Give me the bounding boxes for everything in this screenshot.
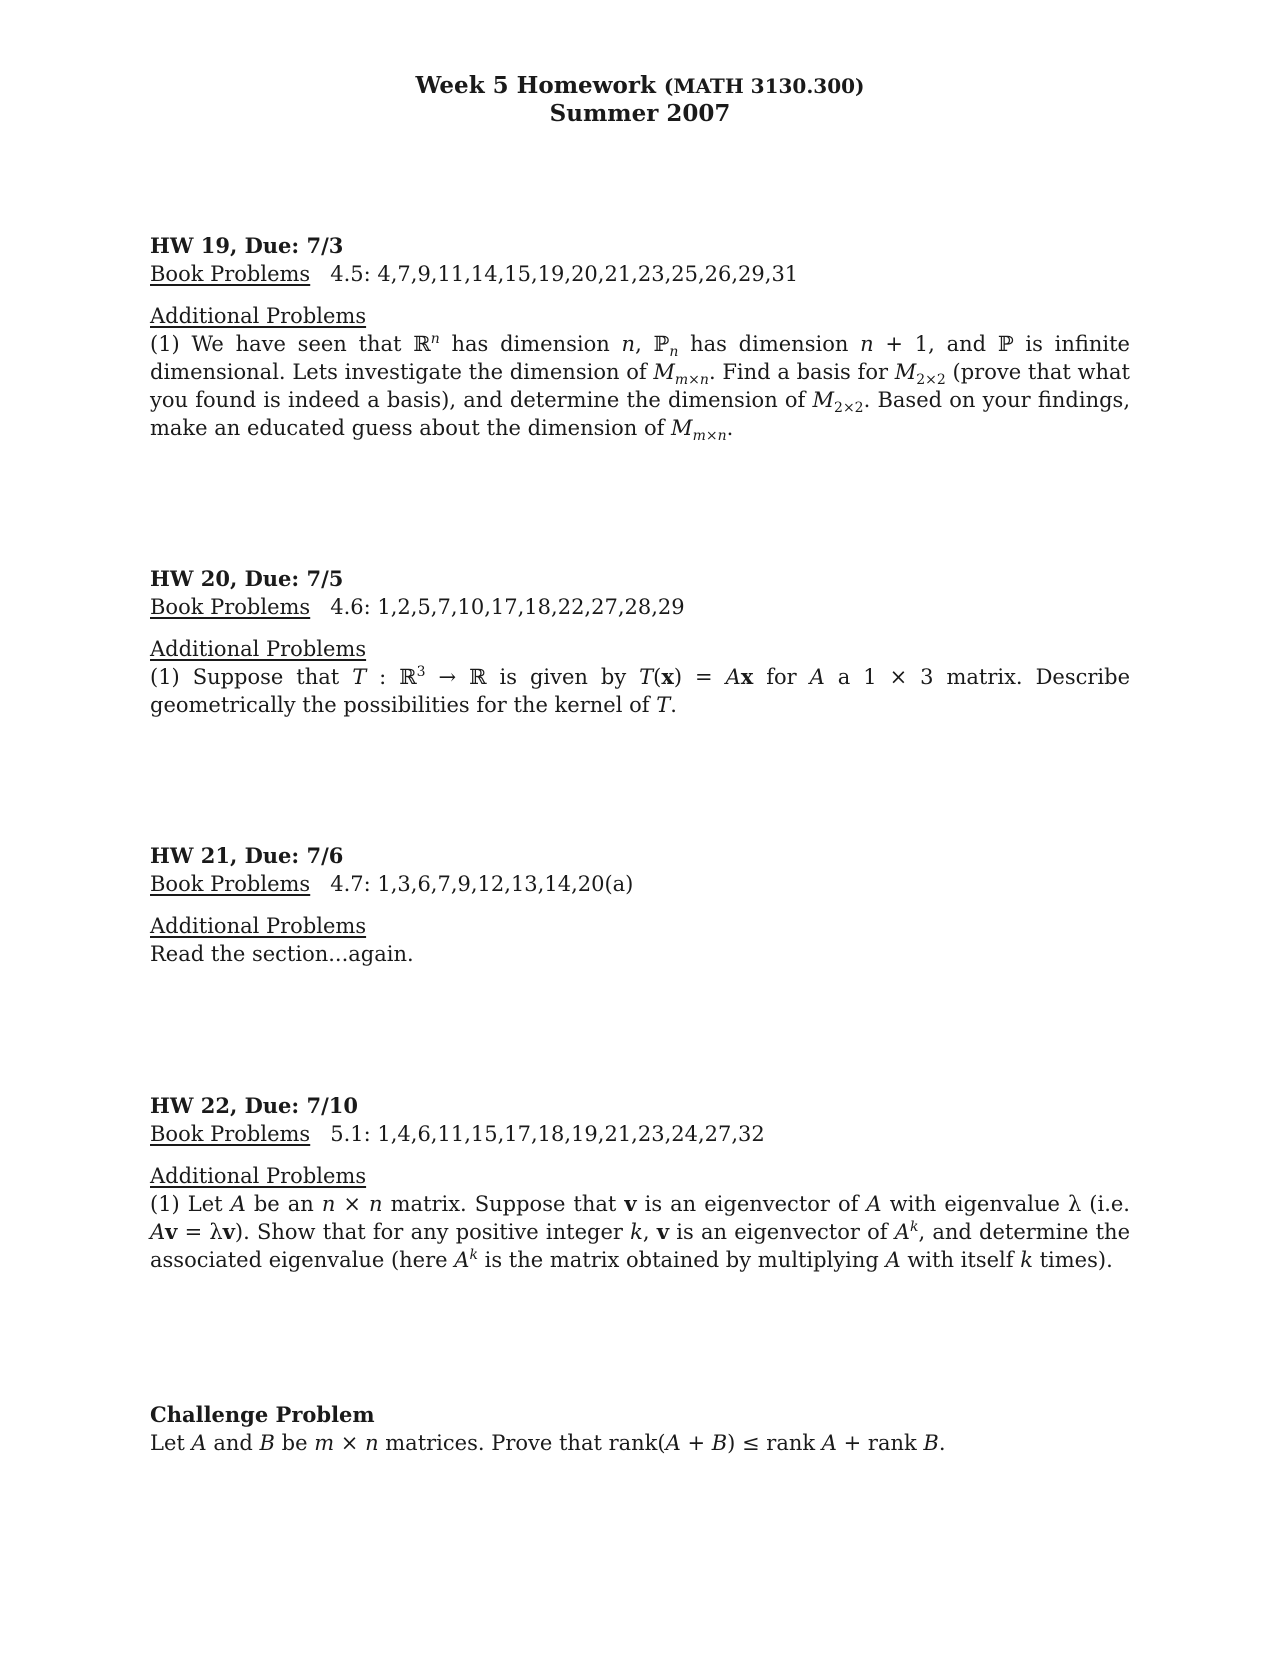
book-problems-label: Book Problems (150, 595, 311, 619)
hw19-additional-text: (1) We have seen that ℝ$^n$ has dimension n, ℙ$_n$ has dimension n + 1, and ℙ is infinite dimensional. Lets investigate the dimension of $M_{m\times n}$. Find a basis for $M_{2\times 2}$ (prove that what you found is indeed a basis), and determine the dimension of $M_{2\times 2}$. Based on your findings, make an educated guess about the dimension of $M_{m\times n}$. (150, 331, 1130, 445)
document-header (0, 72, 1280, 128)
hw20-book-list: 4.6: 1,2,5,7,10,17,18,22,27,28,29 (330, 595, 685, 619)
hw22-additional-text: (1) Let A be an n × n matrix. Suppose that v is an eigenvector of A with eigenvalue λ (i.e. Av = λv). Show that for any positive integer k, v is an eigenvector of $A^k$, and determine the associated eigenvalue (here $A^k$ is the matrix obtained by multiplying A with itself k times). (150, 1191, 1131, 1272)
hw22-book-problems (150, 1120, 1130, 1148)
hw19-section (150, 232, 1130, 445)
hw20-section (150, 565, 1130, 719)
hw20-additional-text: (1) Suppose that T : ℝ$^3$ → ℝ is given by T(x) = Ax for A a 1 × 3 matrix. Describe geometrically the possibilities for the kernel of T. (150, 664, 1130, 717)
hw22-book-list: 5.1: 1,4,6,11,15,17,18,19,21,23,24,27,32 (330, 1122, 765, 1146)
book-problems-label: Book Problems (150, 262, 311, 286)
hw21-additional-text: Read the section...again. (150, 942, 414, 966)
course-code: (MATH 3130.300) (663, 74, 865, 98)
challenge-section (150, 1401, 1130, 1457)
additional-problems-label: Additional Problems (150, 914, 367, 938)
hw21-title: HW 21, Due: 7/6 (150, 843, 344, 868)
book-problems-label: Book Problems (150, 1122, 311, 1146)
additional-problems-label: Additional Problems (150, 637, 367, 661)
document-title: Week 5 Homework (415, 72, 656, 99)
hw20-title: HW 20, Due: 7/5 (150, 566, 344, 591)
hw19-title: HW 19, Due: 7/3 (150, 233, 344, 258)
hw21-book-problems (150, 870, 1130, 898)
document-title-line (0, 72, 1280, 100)
hw22-section (150, 1092, 1130, 1274)
book-problems-label: Book Problems (150, 872, 311, 896)
term: Summer 2007 (549, 100, 731, 127)
hw21-book-list: 4.7: 1,3,6,7,9,12,13,14,20(a) (330, 872, 634, 896)
additional-problems-label: Additional Problems (150, 304, 367, 328)
challenge-text: Let A and B be m × n matrices. Prove that rank(A + B) ≤ rank A + rank B. (150, 1431, 946, 1455)
hw19-book-problems (150, 260, 1130, 288)
hw20-book-problems (150, 593, 1130, 621)
additional-problems-label: Additional Problems (150, 1164, 367, 1188)
hw21-section (150, 842, 1130, 968)
challenge-title: Challenge Problem (150, 1402, 375, 1427)
hw19-book-list: 4.5: 4,7,9,11,14,15,19,20,21,23,25,26,29,31 (330, 262, 799, 286)
hw22-title: HW 22, Due: 7/10 (150, 1093, 358, 1118)
